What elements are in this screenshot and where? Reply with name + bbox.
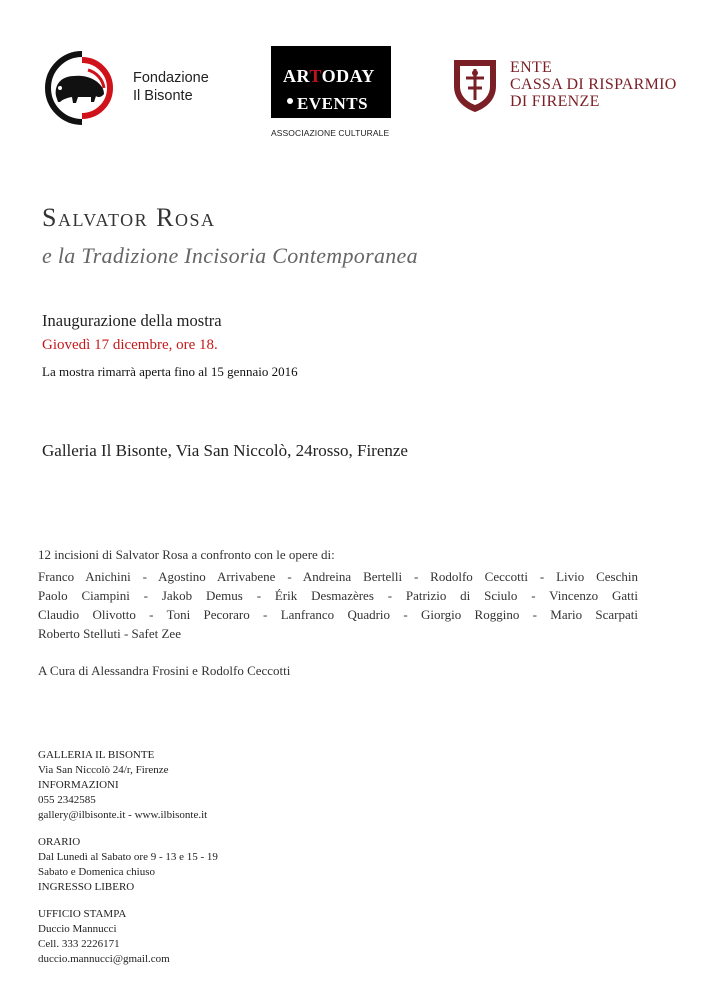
gallery-contact-block: [38, 748, 207, 823]
artists-line: Roberto Stelluti - Safet Zee: [38, 626, 181, 641]
ente-line2: CASSA DI RISPARMIO: [510, 76, 677, 93]
artoday-events-word: EVENTS: [297, 94, 369, 113]
press-email-link[interactable]: duccio.mannucci@gmail.com: [38, 953, 170, 965]
bison-emblem-icon: [38, 50, 128, 126]
gallery-phone: 055 2342585: [38, 794, 96, 806]
artoday-logo-box: [271, 46, 391, 118]
press-office-block: [38, 907, 170, 967]
artists-line: Claudio Olivotto - Toni Pecoraro - Lanfranco Quadrio - Giorgio Roggino - Mario Scarpati: [38, 607, 638, 622]
curators-text: A Cura di Alessandra Frosini e Rodolfo Ceccotti: [38, 663, 291, 678]
opening-hours-block: [38, 835, 218, 895]
inauguration-date: Giovedì 17 dicembre, ore 18.: [42, 337, 218, 353]
fondazione-name-line2: Il Bisonte: [133, 88, 193, 104]
artoday-wordmark: ARTODAY: [283, 66, 375, 86]
gallery-address: Galleria Il Bisonte, Via San Niccolò, 24rosso, Firenze: [42, 441, 408, 460]
artists-list: [38, 567, 638, 643]
info-label: INFORMAZIONI: [38, 779, 119, 791]
artists-line: Paolo Ciampini - Jakob Demus - Érik Desmazères - Patrizio di Sciulo - Vincenzo Gatti: [38, 588, 638, 603]
hours-label: ORARIO: [38, 836, 81, 848]
gallery-street: Via San Niccolò 24/r, Firenze: [38, 764, 169, 776]
ente-crest-icon: [446, 56, 504, 116]
artoday-tagline: ASSOCIAZIONE CULTURALE: [271, 128, 390, 138]
inauguration-label: Inaugurazione della mostra: [42, 311, 222, 330]
gallery-web-link[interactable]: gallery@ilbisonte.it - www.ilbisonte.it: [38, 809, 208, 821]
hours-weekdays: Dal Lunedì al Sabato ore 9 - 13 e 15 - 19: [38, 851, 218, 863]
gallery-name: GALLERIA IL BISONTE: [38, 749, 155, 761]
artists-intro: 12 incisioni di Salvator Rosa a confronto con le opere di:: [38, 547, 335, 562]
exhibition-subtitle: e la Tradizione Incisoria Contemporanea: [42, 243, 418, 268]
artoday-dot-icon: [287, 98, 293, 104]
exhibition-title: Salvator Rosa: [42, 203, 216, 232]
ente-cassa-risparmio-logo: [446, 56, 686, 116]
press-contact-name: Duccio Mannucci: [38, 923, 117, 935]
press-label: UFFICIO STAMPA: [38, 908, 127, 920]
fondazione-name-line1: Fondazione: [133, 70, 209, 86]
ente-line3: DI FIRENZE: [510, 93, 600, 110]
free-entry: INGRESSO LIBERO: [38, 881, 135, 893]
fondazione-il-bisonte-logo: [38, 50, 223, 126]
artists-line: Franco Anichini - Agostino Arrivabene - Andreina Bertelli - Rodolfo Ceccotti - Livio Ceschin: [38, 569, 638, 584]
press-phone: Cell. 333 2226171: [38, 938, 120, 950]
open-until-text: La mostra rimarrà aperta fino al 15 gennaio 2016: [42, 364, 298, 379]
hours-closed: Sabato e Domenica chiuso: [38, 866, 155, 878]
artoday-events-logo: [269, 46, 399, 142]
ente-line1: ENTE: [510, 59, 553, 76]
